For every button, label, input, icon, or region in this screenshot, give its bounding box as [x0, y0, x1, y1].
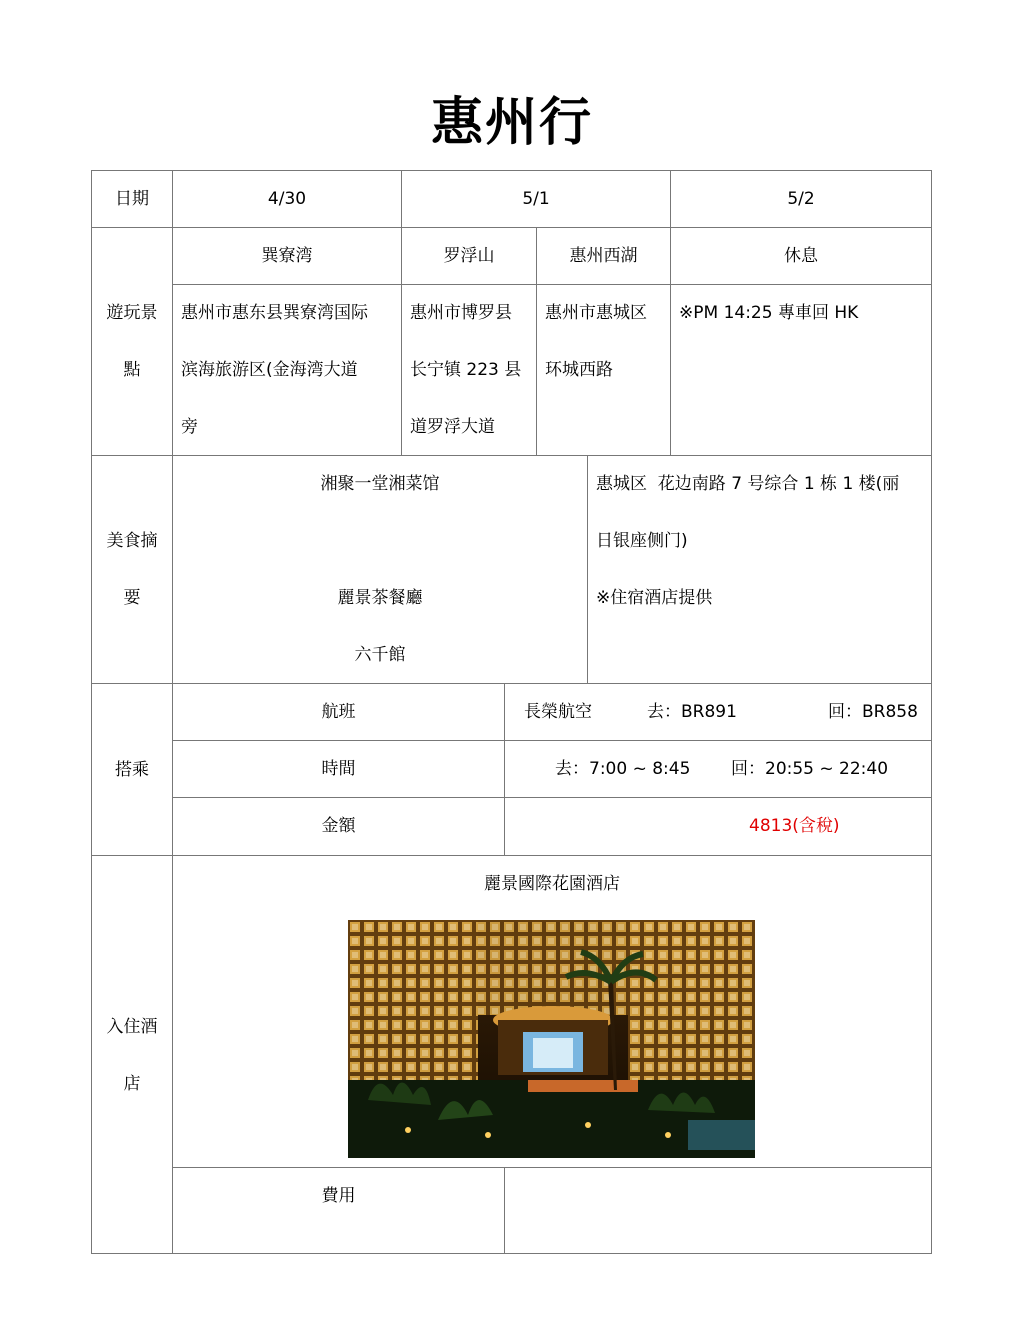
date-label-cell: [91, 170, 173, 228]
place-name-cell: [536, 227, 671, 285]
address-line: 惠州市博罗县: [410, 303, 512, 323]
date-label: 日期: [115, 189, 149, 209]
page-title: 惠州行: [430, 93, 593, 153]
restaurant-name: 六千館: [354, 645, 406, 665]
price-label: 金額: [321, 816, 356, 836]
price-cell: [504, 797, 932, 856]
hotel-label-cell: [91, 855, 173, 1254]
food-note: 惠城区 花边南路 7 号综合 1 栋 1 楼(丽: [596, 474, 900, 494]
transport-label-cell: [91, 683, 173, 856]
flight-info-cell: [504, 683, 932, 741]
time-label-cell: [172, 740, 505, 798]
food-notes-cell: [587, 455, 932, 684]
cost-value-cell: [504, 1167, 932, 1254]
transport-label: 搭乘: [115, 760, 149, 780]
attractions-label-line: 遊玩景: [106, 303, 158, 323]
food-label-line: 要: [123, 588, 141, 608]
cost-label: 費用: [321, 1186, 356, 1206]
restaurants-cell: [172, 455, 588, 684]
place-name: 巽寮湾: [261, 246, 313, 266]
restaurant-name: 湘聚一堂湘菜馆: [320, 474, 440, 494]
place-address-cell: [536, 284, 671, 456]
place-name: 休息: [784, 246, 818, 266]
date-value: 5/1: [522, 189, 550, 209]
restaurant-name: 麗景茶餐廳: [337, 588, 423, 608]
address-line: 长宁镇 223 县: [410, 360, 522, 380]
date-cell: [670, 170, 932, 228]
place-address-cell: [670, 284, 932, 456]
hotel-label-line: 入住酒: [106, 1017, 158, 1037]
address-line: 滨海旅游区(金海湾大道: [181, 360, 358, 380]
place-name-cell: [670, 227, 932, 285]
cost-label-cell: [172, 1167, 505, 1254]
address-line: 道罗浮大道: [410, 417, 495, 437]
return-flight: 回：BR858: [828, 702, 918, 722]
flight-label-cell: [172, 683, 505, 741]
place-name: 惠州西湖: [569, 246, 638, 266]
address-line: 惠州市惠城区: [545, 303, 647, 323]
time-info-cell: [504, 740, 932, 798]
hotel-name: 麗景國際花園酒店: [484, 874, 620, 894]
address-line: ※PM 14:25 專車回 HK: [679, 303, 859, 323]
date-cell: [172, 170, 402, 228]
airline: 長榮航空: [524, 702, 592, 722]
return-time: 回：20:55 ~ 22:40: [731, 759, 889, 779]
outbound-time: 去：7:00 ~ 8:45: [555, 759, 691, 779]
attractions-label-cell: [91, 227, 173, 456]
hotel-label-line: 店: [123, 1074, 141, 1094]
flight-label: 航班: [321, 702, 356, 722]
date-value: 5/2: [787, 189, 815, 209]
date-value: 4/30: [267, 189, 307, 209]
place-address-cell: [401, 284, 537, 456]
spacer: [173, 513, 587, 570]
attractions-label-line: 點: [123, 360, 141, 380]
food-note: ※住宿酒店提供: [596, 588, 713, 608]
hotel-photo: [348, 920, 755, 1158]
address-line: 旁: [181, 417, 198, 437]
food-note: 日银座侧门): [596, 531, 688, 551]
place-address-cell: [172, 284, 402, 456]
price-value: 4813(含稅): [749, 816, 840, 836]
price-label-cell: [172, 797, 505, 856]
food-label-line: 美食摘: [106, 531, 158, 551]
hotel-photo-illustration: [348, 920, 755, 1158]
food-label-cell: [91, 455, 173, 684]
address-line: 惠州市惠东县巽寮湾国际: [181, 303, 368, 323]
time-label: 時間: [321, 759, 356, 779]
address-line: 环城西路: [545, 360, 613, 380]
place-name-cell: [172, 227, 402, 285]
place-name: 罗浮山: [443, 246, 495, 266]
place-name-cell: [401, 227, 537, 285]
date-cell: [401, 170, 671, 228]
outbound-flight: 去：BR891: [647, 702, 737, 722]
